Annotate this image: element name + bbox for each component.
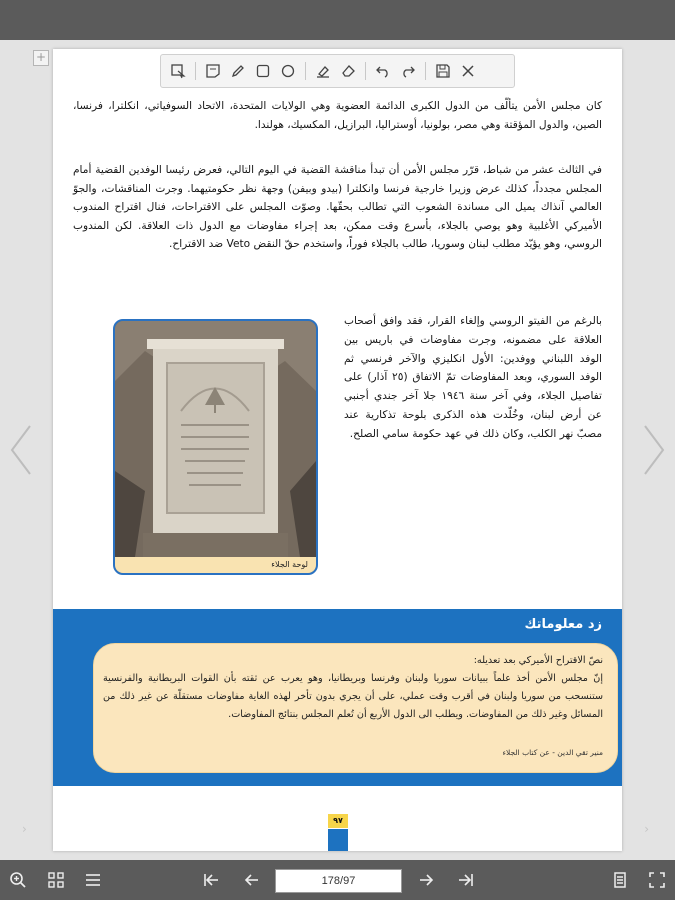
- previous-page-arrow-icon[interactable]: [6, 420, 36, 480]
- fullscreen-icon[interactable]: [648, 871, 666, 889]
- viewer-top-bar: [0, 0, 675, 40]
- toolbar-separator: [425, 62, 426, 80]
- toolbar-separator: [365, 62, 366, 80]
- next-page-icon[interactable]: [417, 871, 435, 889]
- select-tool-icon[interactable]: [167, 60, 189, 82]
- paragraph-security-council-members: كان مجلس الأمن يتألّف من الدول الكبرى الدائمة العضوية وهي الولايات المتحدة، الاتحاد السوفياتي، انكلترا، فرنسا، الصين، والدول المؤقتة وهي مصر، بولونيا، أوستراليا، البرازيل، المكسيك، هولندا.: [73, 100, 602, 131]
- evacuation-plaque-photo: [115, 321, 316, 557]
- single-page-view-icon[interactable]: [611, 871, 629, 889]
- evacuation-plaque-figure: [113, 319, 318, 575]
- save-icon[interactable]: [432, 60, 454, 82]
- highlighter-icon[interactable]: [312, 60, 334, 82]
- note-icon[interactable]: [202, 60, 224, 82]
- previous-page-icon[interactable]: [243, 871, 261, 889]
- info-quote-heading: نصّ الاقتراح الأميركي بعد تعديله:: [473, 655, 603, 666]
- annotation-toolbar: [160, 54, 515, 88]
- page-number-input[interactable]: 178/97: [275, 869, 402, 893]
- undo-icon[interactable]: [372, 60, 394, 82]
- fit-page-button[interactable]: +: [33, 50, 49, 66]
- close-icon[interactable]: [457, 60, 479, 82]
- right-margin-mark: ›: [644, 822, 649, 836]
- zoom-icon[interactable]: [9, 871, 27, 889]
- info-quote-body: إنّ مجلس الأمن أخذ علماً ببيانات سوريا ولبنان وفرنسا وبريطانيا، وهو يعرب عن ثقته بأن القوات البريطانية والفرنسية ستنسحب من سوريا ولبنان في أقرب وقت عملي، على أن يجري بدون تأخر لهذه الغاية مفاوضات مستقلّة عن غير ذلك من المسائل وغير ذلك من المفاوضات. ويطلب الى الدول الأربع أن تُعلم المجلس بنتائج المفاوضات.: [103, 673, 603, 720]
- last-page-icon[interactable]: [457, 871, 475, 889]
- image-caption: لوحة الجلاء: [115, 557, 316, 573]
- thumbnails-grid-icon[interactable]: [47, 871, 65, 889]
- more-info-section: [53, 609, 622, 786]
- circle-icon[interactable]: [277, 60, 299, 82]
- next-page-arrow-icon[interactable]: [639, 420, 669, 480]
- paragraph-evacuation-agreement: بالرغم من الفيتو الروسي وإلغاء القرار، فقد وافق أصحاب العلاقة على مضمونه، وجرت مفاوضات في باريس بين الوفد اللبناني ووفدين: الأول انكليزي والآخر فرنسي ثم الوفد السوري، وبعد المفاوضات تمّ الاتفاق (٢٥ آذار) على تفاصيل الجلاء، وفي آخر سنة ١٩٤٦ جلا آخر جندي أجنبي عن أرض لبنان، وخُلّدت هذه الذكرى بلوحة تذكارية عند مصبّ نهر الكلب، وكان ذلك في عهد حكومة سامي الصلح.: [344, 315, 603, 440]
- info-quote-box: [93, 643, 618, 773]
- info-quote-text: [103, 652, 603, 724]
- paragraph-council-session: في الثالث عشر من شباط، قرّر مجلس الأمن أن تبدأ مناقشة القضية في اليوم التالي، فعرض رئيسا الوفدين القضية أمام المجلس مجدداً، كذلك عرض وزيرا خارجية فرنسا وانكلترا (بيدو وبيفن) وجهة نظر حكومتيهما. وجرت المناقشات، والجوّ العالمي آنذاك يميل الى مساندة الشعوب التي تطالب بحقّها. وصوّت المجلس على الاقتراحات، فنال اقتراح المندوب الأميركي الأغلبية وهو يوصي بالجلاء، بأسرع وقت ممكن، بعد إجراء مفاوضات مع الدول ذات العلاقة. لكن المندوب الروسي، وهو يؤيّد مطلب لبنان وسوريا، طالب بالجلاء فوراً، واستخدم حقّ النقض Veto ضد الاقتراح.: [73, 164, 602, 251]
- page-number-tab: [328, 829, 348, 851]
- left-margin-mark: ›: [22, 822, 27, 836]
- toolbar-separator: [305, 62, 306, 80]
- eraser-icon[interactable]: [337, 60, 359, 82]
- first-page-icon[interactable]: [202, 871, 220, 889]
- outline-list-icon[interactable]: [84, 871, 102, 889]
- page-number: ٩٧: [328, 814, 348, 828]
- toolbar-separator: [195, 62, 196, 80]
- document-page: [53, 49, 622, 851]
- info-quote-source: منير تقي الدين - عن كتاب الجلاء: [502, 748, 603, 757]
- info-section-title: زد معلوماتك: [524, 617, 602, 632]
- rectangle-icon[interactable]: [252, 60, 274, 82]
- redo-icon[interactable]: [397, 60, 419, 82]
- pencil-icon[interactable]: [227, 60, 249, 82]
